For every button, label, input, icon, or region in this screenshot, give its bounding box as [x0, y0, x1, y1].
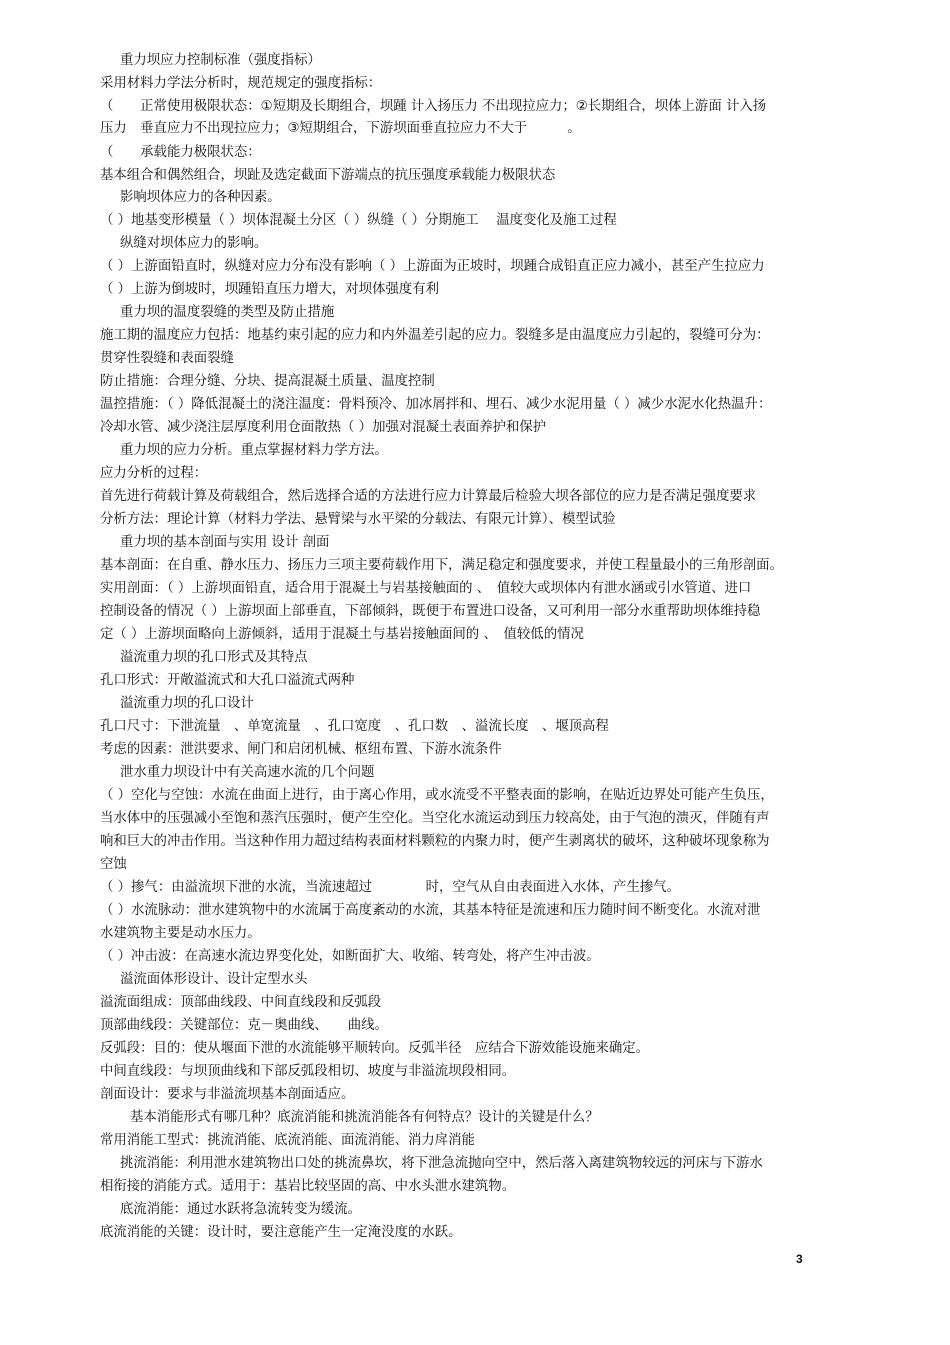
- heading-stress-analysis: 重力坝的应力分析。重点掌握材料力学方法。: [120, 443, 388, 458]
- text-line: 分析方法：理论计算（材料力学法、悬臂梁与水平梁的分载法、有限元计算）、模型试验: [100, 512, 616, 527]
- heading-basic-profile: 重力坝的基本剖面与实用 设计 剖面: [120, 535, 330, 550]
- text-line: 施工期的温度应力包括：地基约束引起的应力和内外温差引起的应力。裂缝多是由温度应力引起的，裂缝可分为：: [100, 328, 770, 343]
- text-line: （ ）地基变形模量（ ）坝体混凝土分区（ ）纵缝（ ）分期施工 温度变化及施工过程: [100, 213, 617, 228]
- text-line: 控制设备的情况（ ）上游坝面上部垂直，下部倾斜，既便于布置进口设备，又可利用一部分水重帮助坝体维持稳: [100, 604, 761, 619]
- text-line: （ ）空化与空蚀：水流在曲面上进行，由于离心作用，或水流受不平整表面的影响，在贴近边界处可能产生负压，: [100, 788, 774, 803]
- text-line: 温控措施：（ ）降低混凝土的浇注温度：骨料预冷、加冰屑拌和、埋石、减少水泥用量（ ）减少水泥水化热温升：: [100, 397, 772, 412]
- text-line: 孔口尺寸：下泄流量 、单宽流量 、孔口宽度 、孔口数 、溢流长度 、堰顶高程: [100, 719, 609, 734]
- heading-orifice-forms: 溢流重力坝的孔口形式及其特点: [120, 650, 308, 665]
- text-line: 响和巨大的冲击作用。当这种作用力超过结构表面材料颗粒的内聚力时，便产生剥离状的破坏，这种破坏现象称为: [100, 834, 770, 849]
- text-line: 首先进行荷载计算及荷载组合，然后选择合适的方法进行应力计算最后检验大坝各部位的应力是否满足强度要求: [100, 489, 757, 504]
- text-line: 实用剖面：（ ）上游坝面铅直，适合用于混凝土与岩基接触面的 、 值较大或坝体内有泄水涵或引水管道、进口: [100, 581, 752, 596]
- text-line: 底流消能：通过水跃将急流转变为缓流。: [120, 1202, 362, 1217]
- heading-temperature-cracks: 重力坝的温度裂缝的类型及防止措施: [120, 305, 335, 320]
- text-line: 剖面设计：要求与非溢流坝基本剖面适应。: [100, 1087, 355, 1102]
- text-line: 冷却水管、减少浇注层厚度利用仓面散热（ ）加强对混凝土表面养护和保护: [100, 420, 547, 435]
- text-line: （ 正常使用极限状态：①短期及长期组合，坝踵 计入扬压力 不出现拉应力；②长期组合，坝体上游面 计入扬: [100, 99, 767, 114]
- heading-longitudinal-joint: 纵缝对坝体应力的影响。: [120, 236, 268, 251]
- text-line: （ 承载能力极限状态：: [100, 145, 261, 160]
- text-line: 顶部曲线段：关键部位：克－奥曲线、 曲线。: [100, 1018, 388, 1033]
- text-line: 常用消能工型式：挑流消能、底流消能、面流消能、消力戽消能: [100, 1133, 475, 1148]
- text-line: 溢流面组成：顶部曲线段、中间直线段和反弧段: [100, 995, 382, 1010]
- text-line: 基本组合和偶然组合，坝趾及选定截面下游端点的抗压强度承载能力极限状态: [100, 168, 556, 183]
- heading-stress-factors: 影响坝体应力的各种因素。: [120, 190, 281, 205]
- text-line: 防止措施：合理分缝、分块、提高混凝土质量、温度控制: [100, 374, 435, 389]
- text-line: （ ）水流脉动：泄水建筑物中的水流属于高度紊动的水流，其基本特征是流速和压力随时间不断变化。水流对泄: [100, 903, 761, 918]
- text-line: 水建筑物主要是动水压力。: [100, 926, 261, 941]
- heading-energy-dissipation: 基本消能形式有哪几种？底流消能和挑流消能各有何特点？设计的关键是什么？: [130, 1110, 599, 1125]
- text-line: （ ）冲击波：在高速水流边界变化处，如断面扩大、收缩、转弯处，将产生冲击波。: [100, 949, 600, 964]
- text-line: （ ）掺气：由溢流坝下泄的水流，当流速超过 时，空气从自由表面进入水体，产生掺气。: [100, 880, 681, 895]
- text-line: 基本剖面：在自重、静水压力、扬压力三项主要荷载作用下，满足稳定和强度要求，并使工程量最小的三角形剖面。: [100, 558, 783, 573]
- text-line: 考虑的因素：泄洪要求、闸门和启闭机械、枢纽布置、下游水流条件: [100, 742, 502, 757]
- text-line: 底流消能的关键：设计时，要注意能产生一定淹没度的水跃。: [100, 1225, 462, 1240]
- heading-orifice-design: 溢流重力坝的孔口设计: [120, 696, 254, 711]
- heading-high-velocity-flow: 泄水重力坝设计中有关高速水流的几个问题: [120, 765, 375, 780]
- text-line: 当水体中的压强减小至饱和蒸汽压强时，便产生空化。当空化水流运动到压力较高处，由于气泡的溃灭，伴随有声: [100, 811, 770, 826]
- heading-spillway-surface: 溢流面体形设计、设计定型水头: [120, 972, 308, 987]
- text-line: 相衔接的消能方式。适用于：基岩比较坚固的高、中水头泄水建筑物。: [100, 1179, 516, 1194]
- text-line: 中间直线段：与坝顶曲线和下部反弧段相切、坡度与非溢流坝段相同。: [100, 1064, 516, 1079]
- text-line: 反弧段：目的：使从堰面下泄的水流能够平顺转向。反弧半径 应结合下游效能设施来确定。: [100, 1041, 650, 1056]
- text-line: 应力分析的过程：: [100, 466, 208, 481]
- text-line: 定（ ）上游坝面略向上游倾斜，适用于混凝土与基岩接触面间的 、 值较低的情况: [100, 627, 584, 642]
- page-number: 3: [796, 1252, 803, 1266]
- text-line: 压力 垂直应力不出现拉应力；③短期组合，下游坝面垂直拉应力不大于 。: [100, 121, 581, 136]
- text-line: 贯穿性裂缝和表面裂缝: [100, 351, 234, 366]
- text-line: 孔口形式：开敞溢流式和大孔口溢流式两种: [100, 673, 355, 688]
- text-line: 采用材料力学法分析时，规范规定的强度指标：: [100, 76, 382, 91]
- text-line: （ ）上游为倒坡时，坝踵铅直压力增大，对坝体强度有利: [100, 282, 440, 297]
- text-line: 挑流消能：利用泄水建筑物出口处的挑流鼻坎，将下泄急流抛向空中，然后落入离建筑物较远的河床与下游水: [120, 1156, 763, 1171]
- heading-stress-control-standard: 重力坝应力控制标准（强度指标）: [120, 53, 321, 68]
- text-line: （ ）上游面铅直时，纵缝对应力分布没有影响（ ）上游面为正坡时，坝踵合成铅直正应力减小，甚至产生拉应力: [100, 259, 765, 274]
- text-line: 空蚀: [100, 857, 127, 872]
